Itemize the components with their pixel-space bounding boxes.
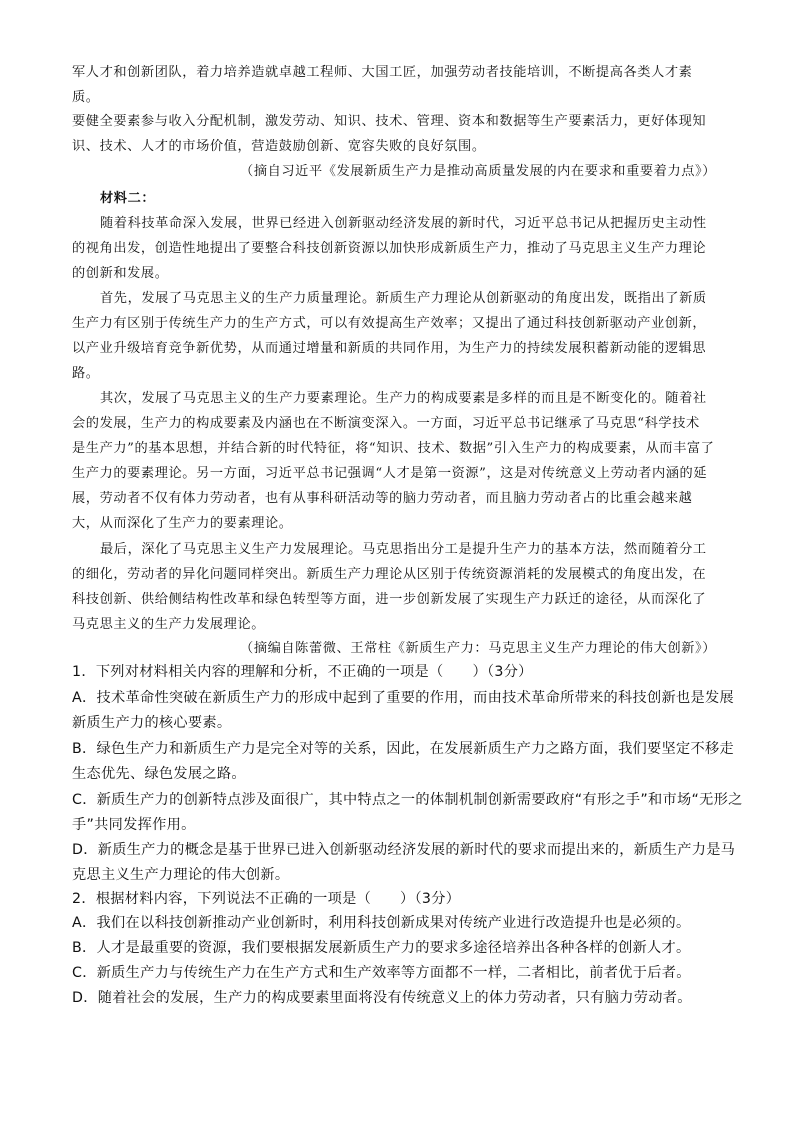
option-d-cont: 克思主义生产力理论的伟大创新。 (72, 867, 290, 883)
option-b: B．绿色生产力和新质生产力是完全对等的关系，因此，在发展新质生产力之路方面，我们要坚定不移走 (72, 741, 734, 757)
text-line: 会的发展，生产力的构成要素及内涵也在不断演变深入。一方面，习近平总书记继承了马克思“科学技术 (72, 416, 700, 431)
option-d: D．随着社会的发展，生产力的构成要素里面将没有传统意义上的体力劳动者，只有脑力劳动者。 (72, 990, 692, 1006)
text-line: 是生产力”的基本思想，并结合新的时代特征，将“知识、技术、数据”引入生产力的构成要素，从而丰富了 (72, 441, 715, 456)
text-line: 最后，深化了马克思主义生产力发展理论。马克思指出分工是提升生产力的基本方法，然而随着分工 (100, 542, 707, 557)
option-b: B．人才是最重要的资源，我们要根据发展新质生产力的要求多途径培养出各种各样的创新人才。 (72, 940, 691, 956)
option-b-cont: 生态优先、绿色发展之路。 (72, 766, 246, 782)
text-line: 以产业升级培育竞争新优势，从而通过增量和新质的共同作用，为生产力的持续发展积蓄新动能的逻辑思 (72, 341, 707, 356)
text-line: 的细化，劳动者的异化问题同样突出。新质生产力理论从区别于传统资源消耗的发展模式的角度出发，在 (72, 567, 707, 582)
option-a: A．我们在以科技创新推动产业创新时，利用科技创新成果对传统产业进行改造提升也是必须的。 (72, 915, 691, 931)
option-c: C．新质生产力的创新特点涉及面很广，其中特点之一的体制机制创新需要政府“有形之手”和市场“无形之 (72, 792, 743, 808)
text-line: 马克思主义的生产力发展理论。 (72, 617, 266, 632)
text-line: 科技创新、供给侧结构性改革和绿色转型等方面，进一步创新发展了实现生产力跃迁的途径，从而深化了 (72, 592, 707, 607)
text-line: 生产力的要素理论。另一方面，习近平总书记强调“人才是第一资源”，这是对传统意义上劳动者内涵的延 (72, 466, 708, 481)
text-line: 生产力有区别于传统生产力的生产方式，可以有效提高生产效率；又提出了通过科技创新驱动产业创新， (72, 316, 707, 331)
text-line: 大，从而深化了生产力的要素理论。 (72, 516, 293, 531)
section-heading: 材料二： (100, 191, 156, 206)
text-line: 首先，发展了马克思主义的生产力质量理论。新质生产力理论从创新驱动的角度出发，既指出了新质 (100, 291, 707, 306)
question-stem: 1．下列对材料相关内容的理解和分析，不正确的一项是（ ）（3分） (72, 664, 533, 680)
text-line: 的创新和发展。 (72, 266, 169, 281)
text-line: 军人才和创新团队，着力培养造就卓越工程师、大国工匠，加强劳动者技能培训，不断提高各类人才素 (72, 65, 693, 80)
source-citation: （摘编自陈蕾微、王常柱《新质生产力：马克思主义生产力理论的伟大创新》） (240, 641, 716, 656)
text-line: 其次，发展了马克思主义的生产力要素理论。生产力的构成要素是多样的而且是不断变化的。随着社 (100, 391, 707, 406)
text-line: 随着科技革命深入发展，世界已经进入创新驱动经济发展的新时代，习近平总书记从把握历史主动性 (100, 216, 707, 231)
option-a-cont: 新质生产力的核心要素。 (72, 715, 232, 731)
option-c: C．新质生产力与传统生产力在生产方式和生产效率等方面都不一样，二者相比，前者优于后者。 (72, 965, 691, 981)
text-line: 路。 (72, 366, 100, 381)
option-c-cont: 手”共同发挥作用。 (72, 817, 196, 833)
text-line: 要健全要素参与收入分配机制，激发劳动、知识、技术、管理、资本和数据等生产要素活力，更好体现知 (72, 114, 707, 129)
text-line: 的视角出发，创造性地提出了要整合科技创新资源以加快形成新质生产力，推动了马克思主义生产力理论 (72, 241, 707, 256)
question-stem: 2．根据材料内容，下列说法不正确的一项是（ ）（3分） (72, 891, 461, 907)
option-a: A．技术革命性突破在新质生产力的形成中起到了重要的作用，而由技术革命所带来的科技创新也是发展 (72, 690, 734, 706)
option-d: D．新质生产力的概念是基于世界已进入创新驱动经济发展的新时代的要求而提出来的，新质生产力是马 (72, 842, 736, 858)
text-line: 识、技术、人才的市场价值，营造鼓励创新、宽容失败的良好氛围。 (72, 139, 486, 154)
source-citation: （摘自习近平《发展新质生产力是推动高质量发展的内在要求和重要着力点》） (240, 164, 716, 179)
text-line: 质。 (72, 90, 100, 105)
text-line: 展，劳动者不仅有体力劳动者，也有从事科研活动等的脑力劳动者，而且脑力劳动者占的比重会越来越 (72, 491, 693, 506)
